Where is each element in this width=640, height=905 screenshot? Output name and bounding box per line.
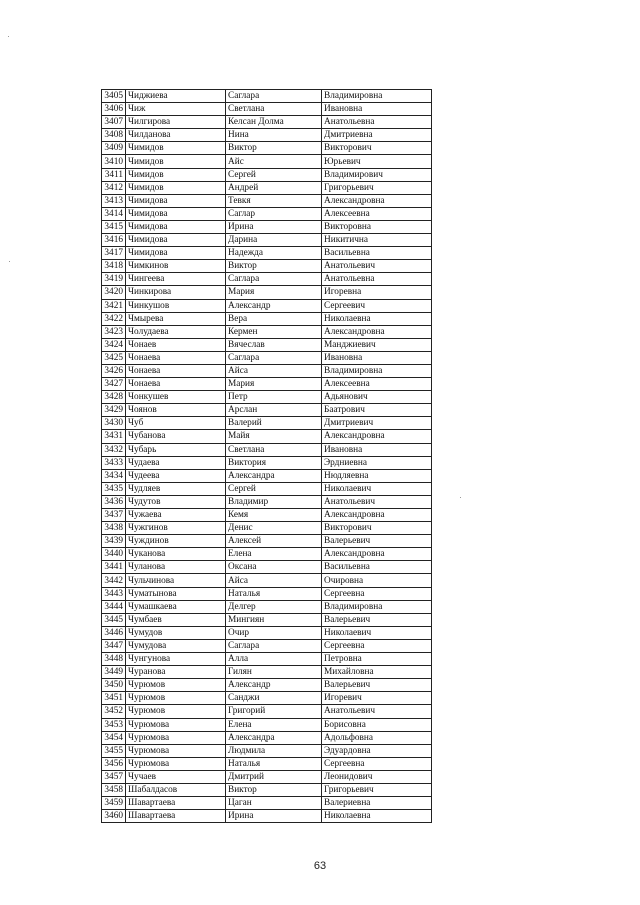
patronymic-cell: Николаевна xyxy=(322,312,432,325)
patronymic-cell: Алексеевна xyxy=(322,378,432,391)
given-name-cell: Дмитрий xyxy=(226,770,322,783)
given-name-cell: Вячеслав xyxy=(226,338,322,351)
given-name-cell: Виктор xyxy=(226,260,322,273)
table-row xyxy=(102,417,432,430)
table-row xyxy=(102,718,432,731)
table-row xyxy=(102,535,432,548)
surname-cell: Чуканова xyxy=(126,548,226,561)
given-name-cell: Виктория xyxy=(226,456,322,469)
table-row xyxy=(102,247,432,260)
row-number: 3460 xyxy=(102,810,126,823)
row-number: 3407 xyxy=(102,116,126,129)
scan-speck xyxy=(460,497,461,498)
patronymic-cell: Викторовна xyxy=(322,220,432,233)
given-name-cell: Ирина xyxy=(226,810,322,823)
patronymic-cell: Григорьевич xyxy=(322,181,432,194)
given-name-cell: Тевкя xyxy=(226,194,322,207)
row-number: 3427 xyxy=(102,378,126,391)
patronymic-cell: Александровна xyxy=(322,548,432,561)
patronymic-cell: Валерьевич xyxy=(322,535,432,548)
table-row xyxy=(102,666,432,679)
table-row xyxy=(102,312,432,325)
given-name-cell: Людмила xyxy=(226,744,322,757)
table-row xyxy=(102,626,432,639)
table-row xyxy=(102,430,432,443)
row-number: 3454 xyxy=(102,731,126,744)
table-row xyxy=(102,299,432,312)
row-number: 3447 xyxy=(102,639,126,652)
surname-cell: Чингеева xyxy=(126,273,226,286)
patronymic-cell: Владимировна xyxy=(322,364,432,377)
given-name-cell: Санджи xyxy=(226,692,322,705)
given-name-cell: Саглар xyxy=(226,207,322,220)
surname-cell: Чимидов xyxy=(126,155,226,168)
patronymic-cell: Адольфовна xyxy=(322,731,432,744)
row-number: 3458 xyxy=(102,783,126,796)
row-number: 3437 xyxy=(102,509,126,522)
table-row xyxy=(102,561,432,574)
given-name-cell: Цаган xyxy=(226,797,322,810)
table-row xyxy=(102,653,432,666)
patronymic-cell: Адьянович xyxy=(322,391,432,404)
table-row xyxy=(102,613,432,626)
given-name-cell: Ирина xyxy=(226,220,322,233)
given-name-cell: Оксана xyxy=(226,561,322,574)
row-number: 3420 xyxy=(102,286,126,299)
name-list-body xyxy=(102,90,432,823)
patronymic-cell: Сергеевич xyxy=(322,299,432,312)
table-row xyxy=(102,90,432,103)
surname-cell: Чумашкаева xyxy=(126,600,226,613)
patronymic-cell: Николаевна xyxy=(322,810,432,823)
table-row xyxy=(102,797,432,810)
table-row xyxy=(102,731,432,744)
given-name-cell: Светлана xyxy=(226,103,322,116)
surname-cell: Чуматынова xyxy=(126,587,226,600)
row-number: 3443 xyxy=(102,587,126,600)
given-name-cell: Айса xyxy=(226,364,322,377)
patronymic-cell: Владимирович xyxy=(322,168,432,181)
surname-cell: Чужгинов xyxy=(126,522,226,535)
surname-cell: Чолудаева xyxy=(126,325,226,338)
given-name-cell: Делгер xyxy=(226,600,322,613)
patronymic-cell: Валериевна xyxy=(322,797,432,810)
surname-cell: Чудляев xyxy=(126,482,226,495)
table-row xyxy=(102,574,432,587)
table-row xyxy=(102,587,432,600)
table-row xyxy=(102,142,432,155)
given-name-cell: Арслан xyxy=(226,404,322,417)
row-number: 3445 xyxy=(102,613,126,626)
row-number: 3408 xyxy=(102,129,126,142)
patronymic-cell: Никитична xyxy=(322,234,432,247)
surname-cell: Чубанова xyxy=(126,430,226,443)
table-row xyxy=(102,378,432,391)
given-name-cell: Виктор xyxy=(226,783,322,796)
surname-cell: Шавартаева xyxy=(126,797,226,810)
table-row xyxy=(102,260,432,273)
surname-cell: Чуранова xyxy=(126,666,226,679)
scan-speck xyxy=(8,36,9,37)
table-row xyxy=(102,770,432,783)
row-number: 3411 xyxy=(102,168,126,181)
patronymic-cell: Баатрович xyxy=(322,404,432,417)
table-row xyxy=(102,548,432,561)
table-row xyxy=(102,116,432,129)
surname-cell: Чучаев xyxy=(126,770,226,783)
table-row xyxy=(102,168,432,181)
row-number: 3455 xyxy=(102,744,126,757)
surname-cell: Чурюмова xyxy=(126,757,226,770)
surname-cell: Чурюмов xyxy=(126,679,226,692)
surname-cell: Чурюмов xyxy=(126,705,226,718)
surname-cell: Чуб xyxy=(126,417,226,430)
given-name-cell: Айс xyxy=(226,155,322,168)
table-row xyxy=(102,325,432,338)
patronymic-cell: Алексеевна xyxy=(322,207,432,220)
patronymic-cell: Ивановна xyxy=(322,443,432,456)
row-number: 3415 xyxy=(102,220,126,233)
surname-cell: Чубарь xyxy=(126,443,226,456)
surname-cell: Чимкинов xyxy=(126,260,226,273)
surname-cell: Чудутов xyxy=(126,495,226,508)
row-number: 3419 xyxy=(102,273,126,286)
given-name-cell: Айса xyxy=(226,574,322,587)
surname-cell: Чимидова xyxy=(126,220,226,233)
patronymic-cell: Сергеевна xyxy=(322,587,432,600)
row-number: 3438 xyxy=(102,522,126,535)
row-number: 3436 xyxy=(102,495,126,508)
row-number: 3442 xyxy=(102,574,126,587)
patronymic-cell: Анатольевич xyxy=(322,260,432,273)
table-row xyxy=(102,129,432,142)
table-row xyxy=(102,351,432,364)
table-row xyxy=(102,207,432,220)
surname-cell: Чуланова xyxy=(126,561,226,574)
patronymic-cell: Ивановна xyxy=(322,103,432,116)
row-number: 3406 xyxy=(102,103,126,116)
table-row xyxy=(102,286,432,299)
row-number: 3409 xyxy=(102,142,126,155)
given-name-cell: Андрей xyxy=(226,181,322,194)
given-name-cell: Алексей xyxy=(226,535,322,548)
given-name-cell: Саглара xyxy=(226,639,322,652)
row-number: 3422 xyxy=(102,312,126,325)
table-row xyxy=(102,705,432,718)
given-name-cell: Александра xyxy=(226,469,322,482)
surname-cell: Чонаев xyxy=(126,338,226,351)
row-number: 3428 xyxy=(102,391,126,404)
surname-cell: Чумбаев xyxy=(126,613,226,626)
patronymic-cell: Юрьевич xyxy=(322,155,432,168)
given-name-cell: Кермен xyxy=(226,325,322,338)
row-number: 3421 xyxy=(102,299,126,312)
patronymic-cell: Владимировна xyxy=(322,600,432,613)
surname-cell: Чимидов xyxy=(126,142,226,155)
patronymic-cell: Ивановна xyxy=(322,351,432,364)
given-name-cell: Надежда xyxy=(226,247,322,260)
surname-cell: Чужаева xyxy=(126,509,226,522)
patronymic-cell: Владимировна xyxy=(322,90,432,103)
patronymic-cell: Александровна xyxy=(322,509,432,522)
given-name-cell: Сергей xyxy=(226,482,322,495)
surname-cell: Чудеева xyxy=(126,469,226,482)
row-number: 3446 xyxy=(102,626,126,639)
given-name-cell: Кемя xyxy=(226,509,322,522)
given-name-cell: Нина xyxy=(226,129,322,142)
row-number: 3441 xyxy=(102,561,126,574)
patronymic-cell: Викторович xyxy=(322,522,432,535)
patronymic-cell: Анатольевич xyxy=(322,495,432,508)
table-row xyxy=(102,522,432,535)
row-number: 3432 xyxy=(102,443,126,456)
surname-cell: Чуждинов xyxy=(126,535,226,548)
surname-cell: Чурюмова xyxy=(126,744,226,757)
patronymic-cell: Эрдниевна xyxy=(322,456,432,469)
patronymic-cell: Александровна xyxy=(322,325,432,338)
surname-cell: Шавартаева xyxy=(126,810,226,823)
table-row xyxy=(102,509,432,522)
surname-cell: Чинкирова xyxy=(126,286,226,299)
table-row xyxy=(102,482,432,495)
patronymic-cell: Эдуардовна xyxy=(322,744,432,757)
row-number: 3453 xyxy=(102,718,126,731)
given-name-cell: Саглара xyxy=(226,273,322,286)
surname-cell: Чилгирова xyxy=(126,116,226,129)
table-row xyxy=(102,692,432,705)
row-number: 3448 xyxy=(102,653,126,666)
surname-cell: Чимидова xyxy=(126,207,226,220)
name-list-table xyxy=(101,89,432,823)
row-number: 3444 xyxy=(102,600,126,613)
surname-cell: Чонаева xyxy=(126,378,226,391)
surname-cell: Шабалдасов xyxy=(126,783,226,796)
surname-cell: Чимидова xyxy=(126,194,226,207)
table-row xyxy=(102,495,432,508)
surname-cell: Чумудов xyxy=(126,626,226,639)
patronymic-cell: Викторович xyxy=(322,142,432,155)
row-number: 3450 xyxy=(102,679,126,692)
table-row xyxy=(102,757,432,770)
patronymic-cell: Николаевич xyxy=(322,626,432,639)
patronymic-cell: Васильевна xyxy=(322,247,432,260)
row-number: 3418 xyxy=(102,260,126,273)
surname-cell: Чилданова xyxy=(126,129,226,142)
patronymic-cell: Александровна xyxy=(322,194,432,207)
given-name-cell: Светлана xyxy=(226,443,322,456)
row-number: 3410 xyxy=(102,155,126,168)
row-number: 3412 xyxy=(102,181,126,194)
given-name-cell: Елена xyxy=(226,548,322,561)
given-name-cell: Саглара xyxy=(226,351,322,364)
row-number: 3457 xyxy=(102,770,126,783)
table-row xyxy=(102,364,432,377)
row-number: 3451 xyxy=(102,692,126,705)
given-name-cell: Сергей xyxy=(226,168,322,181)
table-row xyxy=(102,679,432,692)
row-number: 3434 xyxy=(102,469,126,482)
patronymic-cell: Очировна xyxy=(322,574,432,587)
table-row xyxy=(102,404,432,417)
patronymic-cell: Валерьевич xyxy=(322,679,432,692)
given-name-cell: Елена xyxy=(226,718,322,731)
patronymic-cell: Леонидович xyxy=(322,770,432,783)
table-row xyxy=(102,273,432,286)
surname-cell: Чимидова xyxy=(126,247,226,260)
table-row xyxy=(102,456,432,469)
given-name-cell: Александра xyxy=(226,731,322,744)
table-row xyxy=(102,744,432,757)
given-name-cell: Владимир xyxy=(226,495,322,508)
surname-cell: Чонаева xyxy=(126,364,226,377)
table-row xyxy=(102,600,432,613)
patronymic-cell: Дмитриевич xyxy=(322,417,432,430)
patronymic-cell: Сергеевна xyxy=(322,757,432,770)
row-number: 3414 xyxy=(102,207,126,220)
given-name-cell: Вера xyxy=(226,312,322,325)
row-number: 3417 xyxy=(102,247,126,260)
given-name-cell: Валерий xyxy=(226,417,322,430)
row-number: 3430 xyxy=(102,417,126,430)
row-number: 3423 xyxy=(102,325,126,338)
surname-cell: Чудаева xyxy=(126,456,226,469)
row-number: 3425 xyxy=(102,351,126,364)
patronymic-cell: Игоревич xyxy=(322,692,432,705)
patronymic-cell: Николаевич xyxy=(322,482,432,495)
given-name-cell: Григорий xyxy=(226,705,322,718)
table-row xyxy=(102,155,432,168)
patronymic-cell: Нюдляевна xyxy=(322,469,432,482)
patronymic-cell: Борисовна xyxy=(322,718,432,731)
given-name-cell: Келсан Долма xyxy=(226,116,322,129)
patronymic-cell: Григорьевич xyxy=(322,783,432,796)
table-row xyxy=(102,194,432,207)
table-row xyxy=(102,391,432,404)
surname-cell: Чмырева xyxy=(126,312,226,325)
patronymic-cell: Александровна xyxy=(322,430,432,443)
row-number: 3433 xyxy=(102,456,126,469)
row-number: 3440 xyxy=(102,548,126,561)
given-name-cell: Александр xyxy=(226,679,322,692)
given-name-cell: Александр xyxy=(226,299,322,312)
table-row xyxy=(102,220,432,233)
given-name-cell: Мингиян xyxy=(226,613,322,626)
given-name-cell: Дарина xyxy=(226,234,322,247)
patronymic-cell: Сергеевна xyxy=(322,639,432,652)
given-name-cell: Саглара xyxy=(226,90,322,103)
surname-cell: Чиджиева xyxy=(126,90,226,103)
surname-cell: Чонаева xyxy=(126,351,226,364)
patronymic-cell: Анатольевна xyxy=(322,273,432,286)
given-name-cell: Денис xyxy=(226,522,322,535)
row-number: 3431 xyxy=(102,430,126,443)
scan-speck xyxy=(9,261,10,262)
patronymic-cell: Игоревна xyxy=(322,286,432,299)
table-row xyxy=(102,810,432,823)
row-number: 3429 xyxy=(102,404,126,417)
given-name-cell: Гилян xyxy=(226,666,322,679)
row-number: 3439 xyxy=(102,535,126,548)
surname-cell: Чонкушев xyxy=(126,391,226,404)
patronymic-cell: Анатольевич xyxy=(322,705,432,718)
surname-cell: Чульчинова xyxy=(126,574,226,587)
table-row xyxy=(102,234,432,247)
surname-cell: Чинкушов xyxy=(126,299,226,312)
given-name-cell: Наталья xyxy=(226,757,322,770)
table-row xyxy=(102,469,432,482)
row-number: 3459 xyxy=(102,797,126,810)
table-row xyxy=(102,103,432,116)
surname-cell: Чурюмова xyxy=(126,731,226,744)
given-name-cell: Майя xyxy=(226,430,322,443)
row-number: 3449 xyxy=(102,666,126,679)
given-name-cell: Наталья xyxy=(226,587,322,600)
surname-cell: Чимидова xyxy=(126,234,226,247)
row-number: 3416 xyxy=(102,234,126,247)
table-row xyxy=(102,639,432,652)
table-row xyxy=(102,181,432,194)
given-name-cell: Виктор xyxy=(226,142,322,155)
given-name-cell: Мария xyxy=(226,378,322,391)
surname-cell: Чиж xyxy=(126,103,226,116)
surname-cell: Чимидов xyxy=(126,168,226,181)
row-number: 3413 xyxy=(102,194,126,207)
row-number: 3452 xyxy=(102,705,126,718)
patronymic-cell: Петровна xyxy=(322,653,432,666)
table-row xyxy=(102,783,432,796)
row-number: 3405 xyxy=(102,90,126,103)
row-number: 3435 xyxy=(102,482,126,495)
given-name-cell: Очир xyxy=(226,626,322,639)
surname-cell: Чумудова xyxy=(126,639,226,652)
given-name-cell: Алла xyxy=(226,653,322,666)
patronymic-cell: Манджиевич xyxy=(322,338,432,351)
table-row xyxy=(102,338,432,351)
patronymic-cell: Валерьевич xyxy=(322,613,432,626)
table-row xyxy=(102,443,432,456)
row-number: 3456 xyxy=(102,757,126,770)
surname-cell: Чоянов xyxy=(126,404,226,417)
surname-cell: Чимидов xyxy=(126,181,226,194)
patronymic-cell: Васильевна xyxy=(322,561,432,574)
given-name-cell: Петр xyxy=(226,391,322,404)
row-number: 3424 xyxy=(102,338,126,351)
surname-cell: Чурюмова xyxy=(126,718,226,731)
given-name-cell: Мария xyxy=(226,286,322,299)
patronymic-cell: Анатольевна xyxy=(322,116,432,129)
surname-cell: Чурюмов xyxy=(126,692,226,705)
patronymic-cell: Дмитриевна xyxy=(322,129,432,142)
patronymic-cell: Михайловна xyxy=(322,666,432,679)
surname-cell: Чунгунова xyxy=(126,653,226,666)
row-number: 3426 xyxy=(102,364,126,377)
page-number: 63 xyxy=(313,860,327,872)
